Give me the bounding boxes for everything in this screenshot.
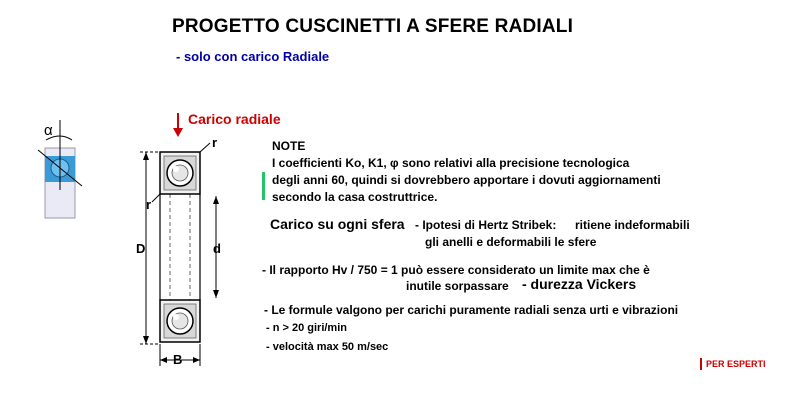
subtitle: - solo con carico Radiale (176, 49, 330, 64)
load-arrow-icon (173, 113, 183, 137)
bullet-item: - Le formule valgono per carichi puramente radiali senza urti e vibrazioni (264, 303, 679, 317)
bearing-cross-section (140, 143, 219, 366)
r-top-label: r (212, 135, 218, 150)
width-label: B (173, 352, 183, 367)
hertz-text-2: gli anelli e deformabili le sfere (425, 235, 597, 249)
ratio-line-1: - Il rapporto Hv / 750 = 1 può essere considerato un limite max che è (262, 263, 650, 277)
per-esperti-link[interactable]: PER ESPERTI (700, 358, 766, 370)
note-line: degli anni 60, quindi si dovrebbero apportare i dovuti aggiornamenti (272, 173, 661, 187)
hertz-hypothesis: - Ipotesi di Hertz Stribek: (415, 218, 557, 232)
note-line: secondo la casa costruttrice. (272, 190, 438, 204)
hertz-text-1: ritiene indeformabili (575, 218, 690, 232)
note-line: I coefficienti Ko, K1, φ sono relativi alla precisione tecnologica (272, 156, 630, 170)
r-left-label: r (146, 197, 152, 212)
page-title: PROGETTO CUSCINETTI A SFERE RADIALI (172, 16, 574, 37)
inner-diameter-label: d (213, 241, 221, 256)
bullet-item: - velocità max 50 m/sec (266, 341, 389, 353)
load-label: Carico radiale (188, 111, 281, 127)
note-accent-bar (262, 172, 265, 200)
vickers-hardness: - durezza Vickers (522, 276, 637, 292)
alpha-label: α (44, 122, 53, 139)
bullet-item: - n > 20 giri/min (266, 322, 347, 334)
ratio-line-2: inutile sorpassare (406, 279, 509, 293)
load-section-heading: Carico su ogni sfera (270, 216, 405, 232)
note-heading: NOTE (272, 139, 306, 153)
outer-diameter-label: D (136, 241, 146, 256)
